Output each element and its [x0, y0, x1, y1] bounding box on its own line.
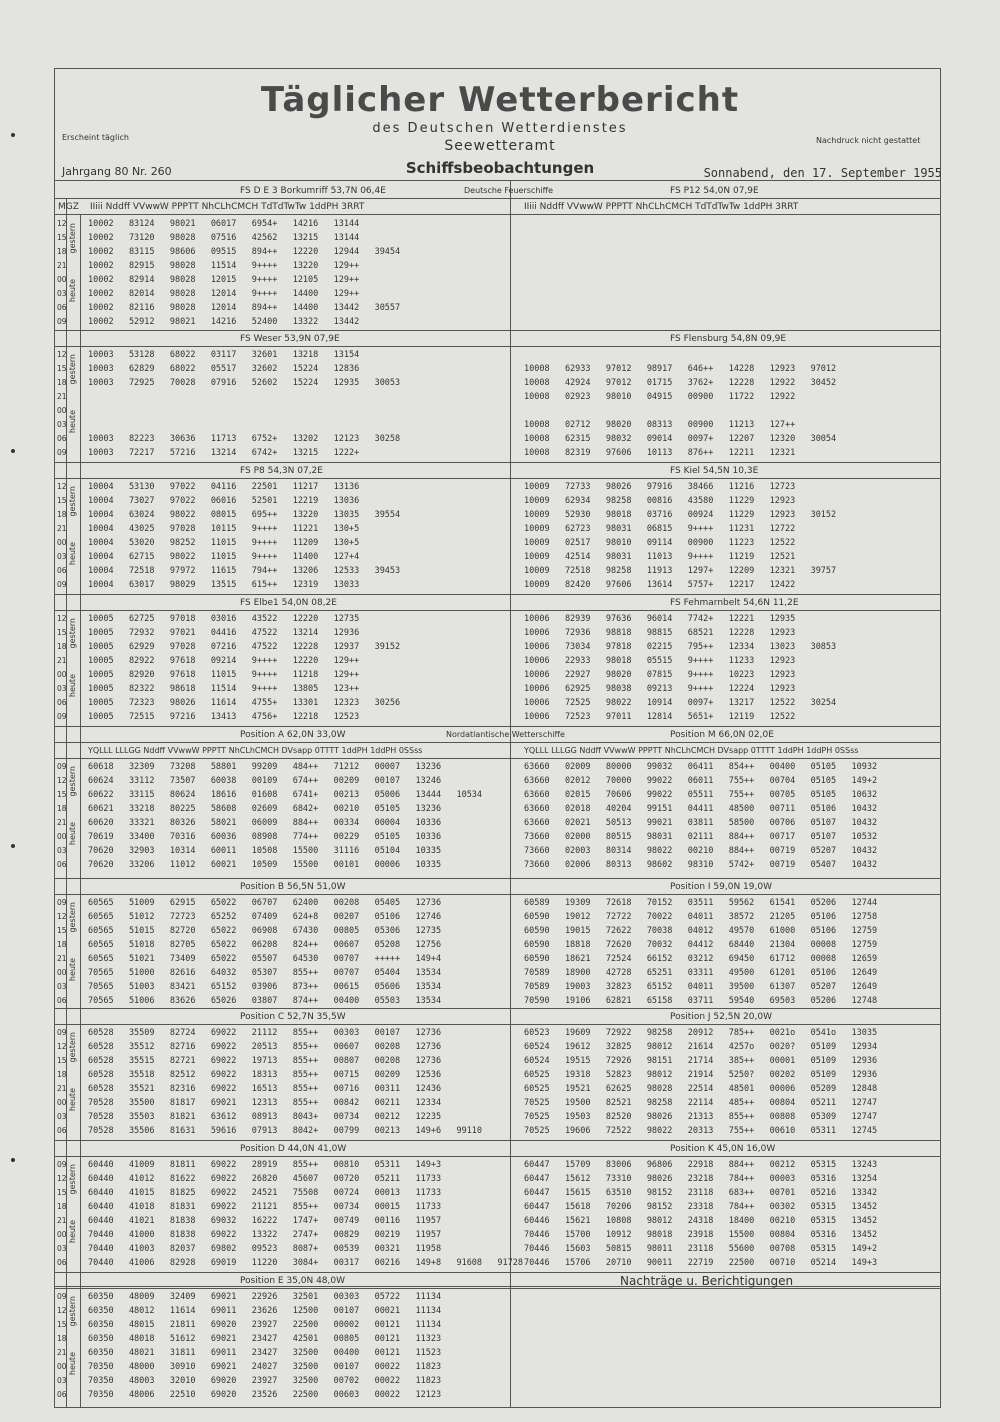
data-row: 60523 19609 72922 98258 20912 785++ 0021o 0541o 13035: [524, 1028, 878, 1038]
column-headers: IIiii Nddff VVwwW PPPTT NhCLhCMCH TdTdTwTw 1ddPH 3RRT: [524, 202, 799, 212]
data-row: 10002 82014 98028 12014 9++++ 14400 129++: [88, 289, 360, 299]
day-label: gestern: [68, 766, 77, 797]
data-row: 10003 72217 57216 13214 6742+ 13215 1222+: [88, 448, 360, 458]
binder-hole-2: [11, 449, 15, 453]
data-row: 10006 73034 97818 02215 795++ 12334 13023 30853: [524, 642, 837, 652]
day-label: gestern: [68, 1296, 77, 1327]
data-row: 70525 19503 82520 98026 21313 855++ 00808 05309 12747: [524, 1112, 878, 1122]
data-row: 60528 35509 82724 69022 21112 855++ 00303 00107 12736: [88, 1028, 442, 1038]
data-row: 60565 51012 72723 65252 07409 624+8 00207 05106 12746: [88, 912, 442, 922]
data-row: 10005 82922 97618 09214 9++++ 12220 129++: [88, 656, 360, 666]
data-row: 10002 83124 98021 06017 6954+ 14216 13144: [88, 219, 360, 229]
hour-label: 00: [57, 1230, 67, 1239]
hour-label: 03: [57, 1112, 67, 1121]
hour-label: 12: [57, 482, 67, 491]
day-label: gestern: [68, 354, 77, 385]
header-mgz: MGZ: [58, 202, 79, 212]
data-row: 10002 82915 98028 11514 9++++ 13220 129++: [88, 261, 360, 271]
data-row: 60590 19012 72722 70022 04011 38572 21205 05106 12758: [524, 912, 878, 922]
hour-label: 15: [57, 364, 67, 373]
rule: [54, 1286, 941, 1287]
data-row: 60447 15612 73310 98026 23218 784++ 00003 05316 13254: [524, 1174, 878, 1184]
hour-label: 03: [57, 1244, 67, 1253]
data-row: 63660 02009 80000 99032 06411 854++ 00400 05105 10932: [524, 762, 878, 772]
section-title-ws_j: Position J 52,5N 20,0W: [670, 1012, 772, 1022]
data-row: 10002 73120 98028 07516 42562 13215 13144: [88, 233, 360, 243]
hour-label: 18: [57, 510, 67, 519]
data-row: 70528 35506 81631 59616 07913 8042+ 00799 00213 149+6 99110: [88, 1126, 483, 1136]
data-row: 10009 62723 98031 06815 9++++ 11231 12722: [524, 524, 796, 534]
data-row: 60447 15618 70206 98152 23318 784++ 00302 05315 13452: [524, 1202, 878, 1212]
data-row: 10003 82223 30636 11713 6752+ 13202 12123 30258: [88, 434, 401, 444]
hour-label: 21: [57, 1348, 67, 1357]
hour-label: 15: [57, 926, 67, 935]
rule: [54, 214, 941, 215]
office-name: Seewetteramt: [444, 138, 556, 154]
data-row: 60524 19612 32825 98012 21614 4257o 0020? 05109 12934: [524, 1042, 878, 1052]
data-row: 73660 02006 80313 98602 98310 5742+ 00719 05407 10432: [524, 860, 878, 870]
hour-label: 06: [57, 566, 67, 575]
hour-label: 09: [57, 712, 67, 721]
hour-label: 03: [57, 289, 67, 298]
data-row: 70525 19500 82521 98258 22114 485++ 00804 05211 12747: [524, 1098, 878, 1108]
section-title-fs_elbe1: FS Elbe1 54,0N 08,2E: [240, 598, 337, 608]
data-row: 60350 48015 21811 69020 23927 22500 00002 00121 11134: [88, 1320, 442, 1330]
data-row: 70528 35503 81821 63612 08913 8043+ 00734 00212 12235: [88, 1112, 442, 1122]
hour-label: 21: [57, 954, 67, 963]
hour-label: 06: [57, 996, 67, 1005]
group-label: Nordatlantische Wetterschiffe: [446, 730, 565, 739]
data-row: 60622 33115 80624 18616 01608 6741+ 00213 05006 13444 10534: [88, 790, 483, 800]
data-row: 10003 53128 68022 03117 32601 13218 13154: [88, 350, 360, 360]
section-title-ws_d: Position D 44,0N 41,0W: [240, 1144, 347, 1154]
data-row: 10005 82322 98618 11514 9++++ 13805 123++: [88, 684, 360, 694]
data-row: 60446 15621 10808 98012 24318 18400 00210 05315 13452: [524, 1216, 878, 1226]
rule: [54, 478, 941, 479]
hour-label: 03: [57, 684, 67, 693]
data-row: 73660 02000 80515 98031 02111 884++ 00717 05107 10532: [524, 832, 878, 842]
rule: [54, 594, 941, 595]
data-row: 10006 62925 98038 09213 9++++ 12224 12923: [524, 684, 796, 694]
hour-label: 15: [57, 1188, 67, 1197]
data-row: 70446 15700 10912 98018 23918 15500 00804 05316 13452: [524, 1230, 878, 1240]
hour-label: 09: [57, 580, 67, 589]
rule: [54, 742, 941, 743]
issue-number: Jahrgang 80 Nr. 260: [62, 165, 172, 178]
data-row: 10006 22933 98018 05515 9++++ 11233 12923: [524, 656, 796, 666]
data-row: 60440 41021 81838 69032 16222 1747+ 00749 00116 11957: [88, 1216, 442, 1226]
section-title: Schiffsbeobachtungen: [405, 159, 595, 177]
data-row: 10005 62725 97018 03016 43522 12220 12735: [88, 614, 360, 624]
group-label: Deutsche Feuerschiffe: [464, 186, 554, 195]
section-title-fs_kiel: FS Kiel 54,5N 10,3E: [670, 466, 759, 476]
hour-label: 15: [57, 1056, 67, 1065]
hour-label: 18: [57, 247, 67, 256]
data-row: 10004 53130 97022 04116 22501 11217 13136: [88, 482, 360, 492]
rule: [54, 198, 941, 199]
rule: [54, 180, 941, 181]
data-row: 10003 62829 68022 05517 32602 15224 12836: [88, 364, 360, 374]
data-row: 60525 19318 52823 98012 21914 5250? 00202 05109 12936: [524, 1070, 878, 1080]
data-row: 60565 51015 82720 65022 06908 67430 00805 05306 12735: [88, 926, 442, 936]
hour-label: 09: [57, 898, 67, 907]
hour-label: 15: [57, 790, 67, 799]
hour-label: 00: [57, 1362, 67, 1371]
section-title-ws_k: Position K 45,0N 16,0W: [670, 1144, 776, 1154]
data-row: 70525 19606 72522 98022 20313 755++ 00610 05311 12745: [524, 1126, 878, 1136]
data-row: 10009 82420 97606 13614 5757+ 12217 12422: [524, 580, 796, 590]
rule: [54, 1156, 941, 1157]
data-row: 10004 72518 97972 11615 794++ 13206 12533 39453: [88, 566, 401, 576]
hour-label: 00: [57, 832, 67, 841]
data-row: 60525 19521 62625 98028 22514 48501 00006 05209 12848: [524, 1084, 878, 1094]
data-row: 10009 42514 98031 11013 9++++ 11219 12521: [524, 552, 796, 562]
hour-label: 03: [57, 846, 67, 855]
day-label: heute: [68, 1352, 77, 1376]
data-row: 10002 82914 98028 12015 9++++ 12105 129++: [88, 275, 360, 285]
corrections-title: Nachträge u. Berichtigungen: [620, 1274, 794, 1288]
section-title-ws_b: Position B 56,5N 51,0W: [240, 882, 346, 892]
hour-label: 21: [57, 1084, 67, 1093]
data-row: 10009 52930 98018 03716 00924 11229 12923 30152: [524, 510, 837, 520]
data-row: 10008 42924 97012 01715 3762+ 12228 12922 30452: [524, 378, 837, 388]
hour-label: 18: [57, 1334, 67, 1343]
column-headers: IIiii Nddff VVwwW PPPTT NhCLhCMCH TdTdTwTw 1ddPH 3RRT: [90, 202, 365, 212]
data-row: 60350 48021 31811 69011 23427 32500 00400 00121 11523: [88, 1348, 442, 1358]
hour-label: 03: [57, 552, 67, 561]
data-row: 63660 02021 50513 99021 03811 58500 00706 05107 10432: [524, 818, 878, 828]
data-row: 60528 35512 82716 69022 20513 855++ 00607 00208 12736: [88, 1042, 442, 1052]
rule: [54, 610, 941, 611]
data-row: 10004 73027 97022 06016 52501 12219 13036: [88, 496, 360, 506]
column-headers: YQLLL LLLGG Nddff VVwwW PPPTT NhCLhCMCH DVsapp 0TTTT 1ddPH 1ddPH 0SSss: [524, 746, 859, 755]
hour-label: 18: [57, 940, 67, 949]
data-row: 10006 72525 98022 10914 0097+ 13217 12522 30254: [524, 698, 837, 708]
section-title-fs_flensburg: FS Flensburg 54,8N 09,9E: [670, 334, 787, 344]
hour-label: 09: [57, 317, 67, 326]
day-label: heute: [68, 542, 77, 566]
hour-label: 21: [57, 1216, 67, 1225]
hour-label: 18: [57, 1202, 67, 1211]
hour-label: 12: [57, 1042, 67, 1051]
day-divider: [80, 214, 81, 1408]
day-label: heute: [68, 958, 77, 982]
data-row: 63660 02018 40204 99151 04411 48500 00711 05106 10432: [524, 804, 878, 814]
hour-label: 06: [57, 1390, 67, 1399]
issue-date: Sonnabend, den 17. September 1955: [703, 166, 942, 180]
data-row: 10009 72518 98258 11913 1297+ 12209 12321 39757: [524, 566, 837, 576]
data-row: 10006 72936 98818 98815 68521 12228 12923: [524, 628, 796, 638]
rule: [54, 346, 941, 347]
data-row: 60350 48018 51612 69021 23427 42501 00805 00121 11323: [88, 1334, 442, 1344]
hour-label: 06: [57, 1126, 67, 1135]
data-row: 70565 51003 83421 65152 03906 873++ 00615 05606 13534: [88, 982, 442, 992]
data-row: 60618 32309 73208 58801 99209 484++ 71212 00007 13236: [88, 762, 442, 772]
hour-label: 15: [57, 628, 67, 637]
data-row: 10006 82939 97636 96014 7742+ 12221 12935: [524, 614, 796, 624]
data-row: 60624 33112 73507 60038 00109 674++ 00209 00107 13246: [88, 776, 442, 786]
data-row: 70350 48000 30910 69021 24027 32500 00107 00022 11823: [88, 1362, 442, 1372]
hour-label: 12: [57, 219, 67, 228]
data-row: 60447 15709 83006 96806 22918 884++ 00212 05315 13243: [524, 1160, 878, 1170]
data-row: 60440 41012 81622 69022 26820 45607 00720 05211 11733: [88, 1174, 442, 1184]
hour-label: 03: [57, 982, 67, 991]
hour-label: 06: [57, 698, 67, 707]
data-row: 10004 63024 98022 08015 695++ 13220 13035 39554: [88, 510, 401, 520]
data-row: 60528 35521 82316 69022 16513 855++ 00716 00311 12436: [88, 1084, 442, 1094]
data-row: 10005 72932 97021 04416 47522 13214 12936: [88, 628, 360, 638]
hour-label: 00: [57, 1098, 67, 1107]
center-divider: [510, 180, 511, 1408]
day-label: heute: [68, 1088, 77, 1112]
hour-label: 12: [57, 350, 67, 359]
data-row: 60565 51009 62915 65022 06707 62400 00208 05405 12736: [88, 898, 442, 908]
data-row: 10004 62715 98022 11015 9++++ 11400 127+4: [88, 552, 360, 562]
data-row: 73660 02003 80314 98022 00210 884++ 00719 05207 10432: [524, 846, 878, 856]
data-row: 60528 35518 82512 69022 18313 855++ 00715 00209 12536: [88, 1070, 442, 1080]
hour-label: 00: [57, 275, 67, 284]
data-row: 60565 51021 73409 65022 05507 64530 00707 +++++ 149+4: [88, 954, 442, 964]
data-row: 60589 19309 72618 70152 03511 59562 61541 05206 12744: [524, 898, 878, 908]
data-row: 70440 41003 82037 69802 09523 8087+ 00539 00321 11958: [88, 1244, 442, 1254]
hour-label: 00: [57, 968, 67, 977]
hour-label: 03: [57, 1376, 67, 1385]
hour-label: 21: [57, 392, 67, 401]
data-row: 70528 35500 81817 69021 12313 855++ 00842 00211 12334: [88, 1098, 442, 1108]
data-row: 10008 02923 98010 04915 00900 11722 12922: [524, 392, 796, 402]
hour-label: 06: [57, 434, 67, 443]
hour-label: 12: [57, 1174, 67, 1183]
data-row: 60350 48009 32409 69021 22926 32501 00303 05722 11134: [88, 1292, 442, 1302]
day-label: heute: [68, 279, 77, 303]
hour-label: 06: [57, 1258, 67, 1267]
publish-note: Erscheint täglich: [62, 133, 129, 142]
hour-label: 00: [57, 538, 67, 547]
binder-hole-3: [11, 844, 15, 848]
hour-label: 21: [57, 818, 67, 827]
hour-label: 12: [57, 614, 67, 623]
day-label: gestern: [68, 223, 77, 254]
hour-label: 21: [57, 261, 67, 270]
rule: [54, 878, 941, 879]
data-row: 10004 43025 97028 10115 9++++ 11221 130+5: [88, 524, 360, 534]
data-row: 10008 62933 97012 98917 646++ 14228 12923 97012: [524, 364, 837, 374]
data-row: 70350 48003 32010 69020 23927 32500 00702 00022 11823: [88, 1376, 442, 1386]
data-row: 70590 19106 62821 65158 03711 59540 69503 05206 12748: [524, 996, 878, 1006]
data-row: 60440 41015 81825 69022 24521 75508 00724 00013 11733: [88, 1188, 442, 1198]
hour-label: 15: [57, 496, 67, 505]
hour-label: 09: [57, 1160, 67, 1169]
data-row: 60620 33321 80326 58021 06009 884++ 00334 00004 10336: [88, 818, 442, 828]
data-row: 10005 72515 97216 13413 4756+ 12218 12523: [88, 712, 360, 722]
section-title-fs_weser: FS Weser 53,9N 07,9E: [240, 334, 340, 344]
hour-label: 09: [57, 1028, 67, 1037]
data-row: 10006 22927 98020 07815 9++++ 10223 12923: [524, 670, 796, 680]
data-row: 70620 32903 10314 60011 10508 15500 31116 05104 10335: [88, 846, 442, 856]
data-row: 60590 18621 72524 66152 03212 69450 61712 00008 12659: [524, 954, 878, 964]
day-label: gestern: [68, 1032, 77, 1063]
hour-label: 18: [57, 378, 67, 387]
data-row: 70589 18900 42728 65251 03311 49500 61201 05106 12649: [524, 968, 878, 978]
hour-label: 18: [57, 642, 67, 651]
rule: [54, 1272, 941, 1273]
data-row: 70350 48006 22510 69020 23526 22500 00603 00022 12123: [88, 1390, 442, 1400]
section-title-ws_e: Position E 35,0N 48,0W: [240, 1276, 346, 1286]
data-row: 10005 62929 97028 07216 47522 12228 12937 39152: [88, 642, 401, 652]
data-row: 10002 52912 98021 14216 52400 13322 13442: [88, 317, 360, 327]
copyright-note: Nachdruck nicht gestattet: [816, 136, 921, 145]
hour-label: 09: [57, 762, 67, 771]
data-row: 10008 62315 98032 09014 0097+ 12207 12320 30054: [524, 434, 837, 444]
hour-label: 21: [57, 656, 67, 665]
data-row: 70446 15706 20710 90011 22719 22500 00710 05214 149+3: [524, 1258, 878, 1268]
data-row: 60440 41018 81831 69022 21121 855++ 00734 00015 11733: [88, 1202, 442, 1212]
hour-label: 06: [57, 303, 67, 312]
section-title-fs_p12: FS P12 54,0N 07,9E: [670, 186, 759, 196]
binder-hole-4: [11, 1158, 15, 1162]
data-row: 60524 19515 72926 98151 21714 385++ 00001 05109 12936: [524, 1056, 878, 1066]
data-row: 10008 02712 98020 08313 00900 11213 127++: [524, 420, 796, 430]
day-label: heute: [68, 410, 77, 434]
rule: [54, 330, 941, 331]
hour-label: 06: [57, 860, 67, 869]
rule: [54, 1140, 941, 1141]
data-row: 10006 72523 97011 12814 5651+ 12119 12522: [524, 712, 796, 722]
day-label: heute: [68, 674, 77, 698]
rule: [54, 894, 941, 895]
hour-label: 18: [57, 1070, 67, 1079]
section-title-ws_a: Position A 62,0N 33,0W: [240, 730, 346, 740]
report-subtitle: des Deutschen Wetterdienstes: [372, 121, 628, 136]
rule: [54, 462, 941, 463]
data-row: 60621 33218 80225 58608 02609 6842+ 00210 05105 13236: [88, 804, 442, 814]
section-title-ws_i: Position I 59,0N 19,0W: [670, 882, 772, 892]
section-title-fs_de3: FS D E 3 Borkumriff 53,7N 06,4E: [240, 186, 386, 196]
data-row: 10008 82319 97606 10113 876++ 12211 12321: [524, 448, 796, 458]
section-title-ws_m: Position M 66,0N 02,0E: [670, 730, 774, 740]
data-row: 70440 41006 82928 69019 11220 3084+ 00317 00216 149+8 91608 91728: [88, 1258, 523, 1268]
hour-label: 00: [57, 670, 67, 679]
hour-label: 12: [57, 912, 67, 921]
data-row: 10005 72323 98026 11614 4755+ 13301 12323 30256: [88, 698, 401, 708]
data-row: 10004 53020 98252 11015 9++++ 11209 130+5: [88, 538, 360, 548]
data-row: 60565 51018 82705 65022 06208 824++ 00607 05208 12756: [88, 940, 442, 950]
day-label: heute: [68, 822, 77, 846]
data-row: 60350 48012 11614 69011 23626 12500 00107 00021 11134: [88, 1306, 442, 1316]
data-row: 10009 02517 98010 09114 00900 11223 12522: [524, 538, 796, 548]
section-title-fs_p8: FS P8 54,3N 07,2E: [240, 466, 323, 476]
data-row: 63660 02012 70000 99022 06011 755++ 00704 05105 149+2: [524, 776, 878, 786]
day-label: heute: [68, 1220, 77, 1244]
hour-label: 03: [57, 420, 67, 429]
hour-label: 15: [57, 1320, 67, 1329]
data-row: 70589 19003 32823 65152 04011 39500 61307 05207 12649: [524, 982, 878, 992]
data-row: 60528 35515 82721 69022 19713 855++ 00807 00208 12736: [88, 1056, 442, 1066]
data-row: 60447 15615 63510 98152 23118 683++ 00701 05216 13342: [524, 1188, 878, 1198]
data-row: 70446 15603 50815 98011 23118 55600 00708 05315 149+2: [524, 1244, 878, 1254]
hour-label: 15: [57, 233, 67, 242]
data-row: 10003 72925 70028 07916 52602 15224 12935 30053: [88, 378, 401, 388]
report-title: Täglicher Wetterbericht: [260, 80, 740, 120]
data-row: 10005 82920 97618 11015 9++++ 11218 129++: [88, 670, 360, 680]
data-row: 70565 51006 83626 65026 03807 874++ 00400 05503 13534: [88, 996, 442, 1006]
day-label: gestern: [68, 486, 77, 517]
hour-label: 09: [57, 448, 67, 457]
data-row: 10009 72733 98026 97916 38466 11216 12723: [524, 482, 796, 492]
day-label: gestern: [68, 902, 77, 933]
data-row: 60590 19015 72622 70038 04012 49570 61000 05106 12759: [524, 926, 878, 936]
hour-label: 09: [57, 1292, 67, 1301]
data-row: 70619 33400 70316 60036 08908 774++ 00229 05105 10336: [88, 832, 442, 842]
data-row: 10002 82116 98028 12014 894++ 14400 13442 30557: [88, 303, 401, 313]
rule: [54, 726, 941, 727]
hour-label: 21: [57, 524, 67, 533]
hour-label: 12: [57, 1306, 67, 1315]
data-row: 10009 62934 98258 00816 43580 11229 12923: [524, 496, 796, 506]
rule: [54, 1024, 941, 1025]
data-row: 63660 02015 70606 99022 05511 755++ 00705 05105 10632: [524, 790, 878, 800]
data-row: 70565 51000 82616 64032 05307 855++ 00707 05404 13534: [88, 968, 442, 978]
data-row: 10004 63017 98029 13515 615++ 12319 13033: [88, 580, 360, 590]
hour-label: 00: [57, 406, 67, 415]
section-title-ws_c: Position C 52,7N 35,5W: [240, 1012, 346, 1022]
data-row: 60590 18818 72620 70032 04412 68440 21304 00008 12759: [524, 940, 878, 950]
rule: [54, 758, 941, 759]
data-row: 10002 83115 98606 09515 894++ 12220 12944 39454: [88, 247, 401, 257]
section-title-fs_fehmarn: FS Fehmarnbelt 54,6N 11,2E: [670, 598, 799, 608]
hour-label: 18: [57, 804, 67, 813]
rule: [54, 1288, 941, 1289]
hour-label: 12: [57, 776, 67, 785]
day-label: gestern: [68, 618, 77, 649]
rule: [54, 1008, 941, 1009]
data-row: 60440 41009 81811 69022 28919 855++ 00810 05311 149+3: [88, 1160, 442, 1170]
data-row: 70620 33206 11012 60021 10509 15500 00101 00006 10335: [88, 860, 442, 870]
column-headers: YQLLL LLLGG Nddff VVwwW PPPTT NhCLhCMCH DVsapp 0TTTT 1ddPH 1ddPH 0SSss: [88, 746, 423, 755]
data-row: 70440 41000 81838 69022 13322 2747+ 00829 00219 11957: [88, 1230, 442, 1240]
day-label: gestern: [68, 1164, 77, 1195]
